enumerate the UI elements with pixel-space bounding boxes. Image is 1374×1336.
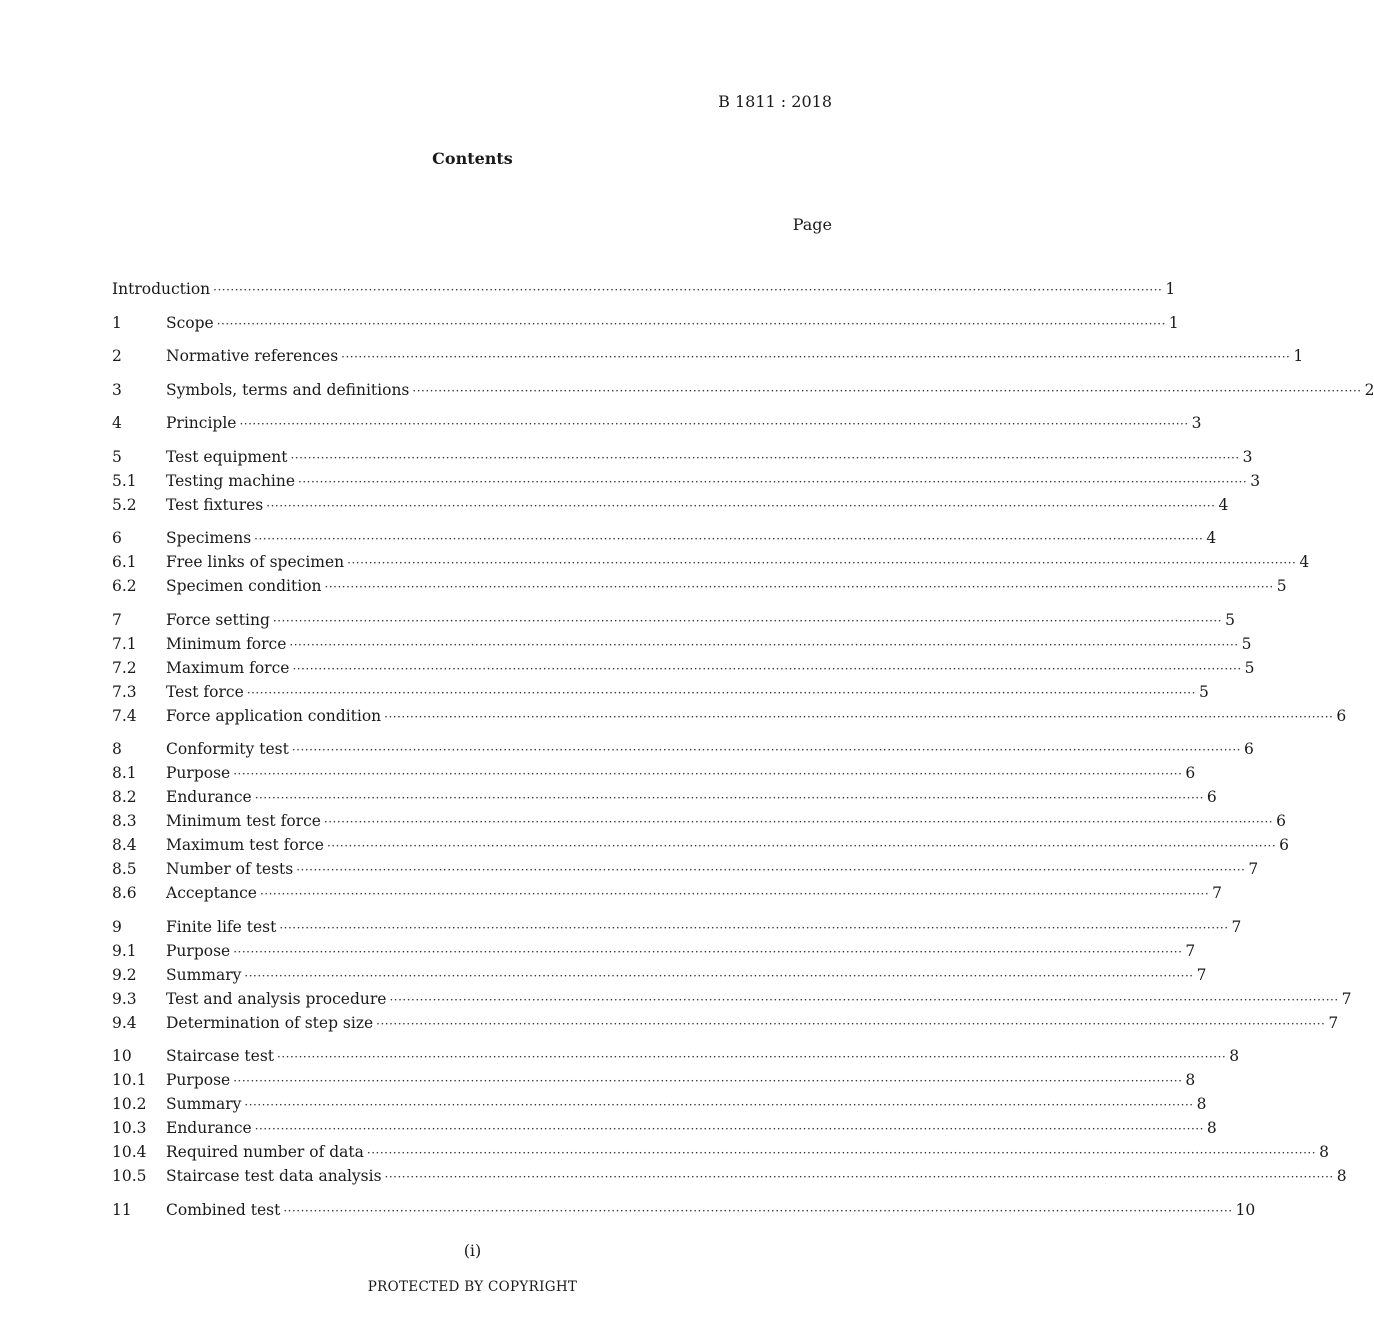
toc-entry-title: Maximum test force <box>166 836 324 854</box>
toc-entry-page: 5 <box>1244 658 1255 677</box>
toc-entry[interactable] <box>112 835 1290 859</box>
toc-entry-number: 9.3 <box>112 989 137 1008</box>
toc-entry[interactable] <box>112 706 1347 730</box>
toc-entry-page: 4 <box>1218 495 1229 514</box>
toc-entry-page: 6 <box>1244 740 1254 758</box>
page-title: Contents <box>432 149 513 168</box>
toc-entry-page: 1 <box>1165 280 1176 298</box>
dot-leader: ···························································································································································································································· <box>324 580 1274 594</box>
toc-entry-title: Introduction <box>112 280 211 298</box>
toc-entry[interactable] <box>112 1070 1196 1094</box>
toc-entry-page: 7 <box>1341 989 1352 1008</box>
dot-leader: ···························································································································································································································· <box>244 1098 1194 1112</box>
toc-entry-page: 3 <box>1242 447 1253 466</box>
toc-entry-title: Summary <box>166 1095 242 1113</box>
toc-entry-number: 5 <box>112 447 122 466</box>
toc-entry[interactable] <box>112 965 1207 989</box>
toc-entry-number: 8.1 <box>112 764 137 782</box>
toc-entry-title: Specimen condition <box>166 577 322 595</box>
dot-leader: ···························································································································································································································· <box>254 791 1204 805</box>
toc-entry-number: 5.1 <box>112 471 137 490</box>
toc-entry[interactable] <box>112 471 1261 495</box>
toc-entry-number: 1 <box>112 313 122 332</box>
toc-entry-page: 6 <box>1185 764 1196 782</box>
toc-entry-number: 8.3 <box>112 812 137 830</box>
dot-leader: ···························································································································································································································· <box>412 383 1362 398</box>
toc-entry-number: 8.2 <box>112 788 137 806</box>
toc-entry-page: 5 <box>1276 577 1287 595</box>
dot-leader: ···························································································································································································································· <box>384 1170 1334 1184</box>
toc-entry[interactable] <box>112 413 1202 437</box>
toc-entry[interactable] <box>112 989 1352 1013</box>
toc-entry[interactable] <box>112 346 1304 370</box>
toc-entry-title: Determination of step size <box>166 1013 374 1032</box>
dot-leader: ···························································································································································································································· <box>292 661 1242 676</box>
dot-leader: ···························································································································································································································· <box>291 743 1241 757</box>
toc-entry-page: 10 <box>1235 1200 1256 1219</box>
toc-entry-number: 10.2 <box>112 1095 147 1113</box>
toc-entry[interactable] <box>112 1200 1256 1224</box>
toc-entry-title: Minimum test force <box>166 812 321 830</box>
toc-entry-title: Maximum force <box>166 658 290 677</box>
page-folio: (i) <box>463 1241 482 1260</box>
toc-entry-title: Purpose <box>166 1071 231 1089</box>
toc-entry-title: Testing machine <box>166 471 295 490</box>
toc-entry-page: 1 <box>1293 347 1304 365</box>
toc-entry-page: 6 <box>1206 788 1217 806</box>
toc-entry-number: 4 <box>112 414 122 432</box>
toc-entry[interactable] <box>112 941 1196 965</box>
toc-entry-title: Purpose <box>166 764 231 782</box>
toc-entry[interactable] <box>112 682 1209 706</box>
toc-entry[interactable] <box>112 1013 1339 1037</box>
toc-entry-page: 8 <box>1229 1047 1240 1065</box>
toc-entry-page: 8 <box>1196 1095 1207 1113</box>
toc-entry[interactable] <box>112 1166 1347 1190</box>
toc-entry-title: Test equipment <box>166 447 288 466</box>
toc-entry[interactable] <box>112 552 1310 576</box>
dot-leader: ···························································································································································································································· <box>239 417 1189 431</box>
toc-entry-title: Symbols, terms and definitions <box>166 380 410 399</box>
toc-entry-page: 1 <box>1168 313 1179 332</box>
toc-entry[interactable] <box>112 279 1176 303</box>
dot-leader: ···························································································································································································································· <box>272 613 1223 628</box>
toc-entry-page: 4 <box>1299 553 1310 571</box>
toc-entry-title: Principle <box>166 414 237 432</box>
dot-leader: ···························································································································································································································· <box>279 920 1229 935</box>
toc-entry-page: 7 <box>1248 860 1259 878</box>
dot-leader: ···························································································································································································································· <box>323 815 1274 829</box>
toc-entry-page: 7 <box>1231 917 1242 936</box>
dot-leader: ···························································································································································································································· <box>289 637 1239 652</box>
toc-entry-number: 9.1 <box>112 941 137 960</box>
toc-entry[interactable] <box>112 1046 1240 1070</box>
toc-entry-title: Scope <box>166 313 214 332</box>
toc-entry-page: 5 <box>1225 610 1235 629</box>
toc-entry-number: 9.2 <box>112 965 137 984</box>
toc-entry-number: 7.3 <box>112 682 137 701</box>
toc-entry-title: Test fixtures <box>166 495 264 514</box>
toc-entry[interactable] <box>112 739 1254 763</box>
toc-entry-page: 7 <box>1212 884 1223 902</box>
dot-leader: ···························································································································································································································· <box>296 863 1246 877</box>
dot-leader: ···························································································································································································································· <box>254 1122 1204 1136</box>
toc-entry-page: 3 <box>1191 414 1202 432</box>
dot-leader: ···························································································································································································································· <box>298 474 1248 489</box>
toc-entry-number: 6 <box>112 529 122 547</box>
dot-leader: ···························································································································································································································· <box>246 685 1196 700</box>
toc-entry-title: Endurance <box>166 788 252 806</box>
toc-entry-number: 8 <box>112 740 122 758</box>
toc-entry-page: 5 <box>1198 682 1209 701</box>
toc-entry[interactable] <box>112 447 1253 471</box>
toc-entry-number: 9.4 <box>112 1013 137 1032</box>
dot-leader: ···························································································································································································································· <box>233 944 1183 959</box>
toc-entry-number: 10 <box>112 1047 132 1065</box>
toc-entry-title: Specimens <box>166 529 252 547</box>
dot-leader: ···························································································································································································································· <box>233 767 1183 781</box>
page-column-header: Page <box>792 215 832 234</box>
toc-entry-page: 7 <box>1185 941 1196 960</box>
toc-entry[interactable] <box>112 917 1242 941</box>
toc-entry-page: 6 <box>1276 812 1286 830</box>
toc-entry-title: Number of tests <box>166 860 294 878</box>
dot-leader: ···························································································································································································································· <box>326 839 1277 853</box>
toc-entry[interactable] <box>112 763 1196 787</box>
toc-entry-title: Force application condition <box>166 706 382 725</box>
toc-entry-number: 8.4 <box>112 836 137 854</box>
toc-entry[interactable] <box>112 1094 1207 1118</box>
toc-entry-title: Finite life test <box>166 917 277 936</box>
toc-entry-title: Combined test <box>166 1200 281 1219</box>
toc-entry-title: Acceptance <box>166 884 257 902</box>
toc-entry[interactable] <box>112 1118 1217 1142</box>
dot-leader: ···························································································································································································································· <box>254 532 1204 546</box>
toc-entry[interactable] <box>112 634 1252 658</box>
toc-entry[interactable] <box>112 495 1229 519</box>
toc-entry-title: Purpose <box>166 941 231 960</box>
toc-entry-title: Minimum force <box>166 634 287 653</box>
toc-entry-title: Conformity test <box>166 740 289 758</box>
toc-entry[interactable] <box>112 1142 1329 1166</box>
toc-entry-page: 6 <box>1279 836 1290 854</box>
dot-leader: ···························································································································································································································· <box>341 350 1291 364</box>
toc-entry[interactable] <box>112 610 1235 634</box>
toc-entry-number: 8.6 <box>112 884 137 902</box>
toc-entry-number: 11 <box>112 1200 132 1219</box>
dot-leader: ···························································································································································································································· <box>259 887 1210 901</box>
toc-entry[interactable] <box>112 313 1179 337</box>
toc-entry-page: 3 <box>1250 471 1261 490</box>
dot-leader: ···························································································································································································································· <box>366 1146 1317 1160</box>
toc-entry[interactable] <box>112 811 1286 835</box>
toc-entry-title: Staircase test data analysis <box>166 1167 382 1185</box>
toc-entry-title: Required number of data <box>166 1143 364 1161</box>
toc-entry-number: 9 <box>112 917 122 936</box>
toc-entry[interactable] <box>112 787 1217 811</box>
toc-entry-number: 2 <box>112 347 122 365</box>
dot-leader: ···························································································································································································································· <box>347 556 1297 570</box>
toc-entry-number: 3 <box>112 380 122 399</box>
copyright-notice: PROTECTED BY COPYRIGHT <box>367 1279 578 1295</box>
toc-entry-number: 10.4 <box>112 1143 147 1161</box>
toc-entry[interactable] <box>112 576 1287 600</box>
toc-entry-page: 6 <box>1336 706 1347 725</box>
dot-leader: ···························································································································································································································· <box>216 316 1166 331</box>
toc-entry-title: Test and analysis procedure <box>166 989 387 1008</box>
dot-leader: ···························································································································································································································· <box>389 992 1339 1007</box>
dot-leader: ···························································································································································································································· <box>244 968 1194 983</box>
toc-entry-page: 8 <box>1319 1143 1329 1161</box>
document-id: B 1811 : 2018 <box>718 92 832 111</box>
dot-leader: ···························································································································································································································· <box>376 1016 1326 1031</box>
dot-leader: ···························································································································································································································· <box>277 1050 1227 1064</box>
toc-entry-number: 10.5 <box>112 1167 147 1185</box>
toc-entry-number: 7.2 <box>112 658 137 677</box>
toc-entry-page: 2 <box>1364 380 1374 399</box>
toc-entry-number: 8.5 <box>112 860 137 878</box>
dot-leader: ···························································································································································································································· <box>290 450 1240 465</box>
toc-entry-number: 7.1 <box>112 634 137 653</box>
toc-entry-page: 5 <box>1241 634 1252 653</box>
toc-entry[interactable] <box>112 658 1255 682</box>
dot-leader: ···························································································································································································································· <box>266 498 1216 513</box>
toc-entry-title: Staircase test <box>166 1047 275 1065</box>
toc-entry-title: Normative references <box>166 347 339 365</box>
toc-entry-number: 7 <box>112 610 122 629</box>
toc-entry-title: Free links of specimen <box>166 553 345 571</box>
toc-entry-page: 4 <box>1206 529 1217 547</box>
toc-entry-number: 10.1 <box>112 1071 147 1089</box>
toc-entry-number: 7.4 <box>112 706 137 725</box>
dot-leader: ···························································································································································································································· <box>283 1203 1233 1218</box>
toc-entry-page: 7 <box>1196 965 1207 984</box>
toc-entry-page: 8 <box>1185 1071 1196 1089</box>
toc-entry[interactable] <box>112 883 1223 907</box>
toc-entry-title: Test force <box>166 682 244 701</box>
toc-entry-number: 5.2 <box>112 495 137 514</box>
toc-entry-page: 8 <box>1336 1167 1347 1185</box>
dot-leader: ···························································································································································································································· <box>213 283 1163 297</box>
table-of-contents <box>112 279 1374 1224</box>
toc-entry[interactable] <box>112 528 1217 552</box>
dot-leader: ···························································································································································································································· <box>384 709 1334 724</box>
toc-entry-title: Summary <box>166 965 242 984</box>
toc-entry-title: Force setting <box>166 610 270 629</box>
toc-entry-number: 6.1 <box>112 553 137 571</box>
toc-entry-page: 8 <box>1206 1119 1217 1137</box>
toc-entry-number: 10.3 <box>112 1119 147 1137</box>
toc-entry-page: 7 <box>1328 1013 1339 1032</box>
toc-entry[interactable] <box>112 859 1259 883</box>
toc-entry-number: 6.2 <box>112 577 137 595</box>
dot-leader: ···························································································································································································································· <box>233 1074 1183 1088</box>
toc-entry[interactable] <box>112 380 1374 404</box>
toc-entry-title: Endurance <box>166 1119 252 1137</box>
